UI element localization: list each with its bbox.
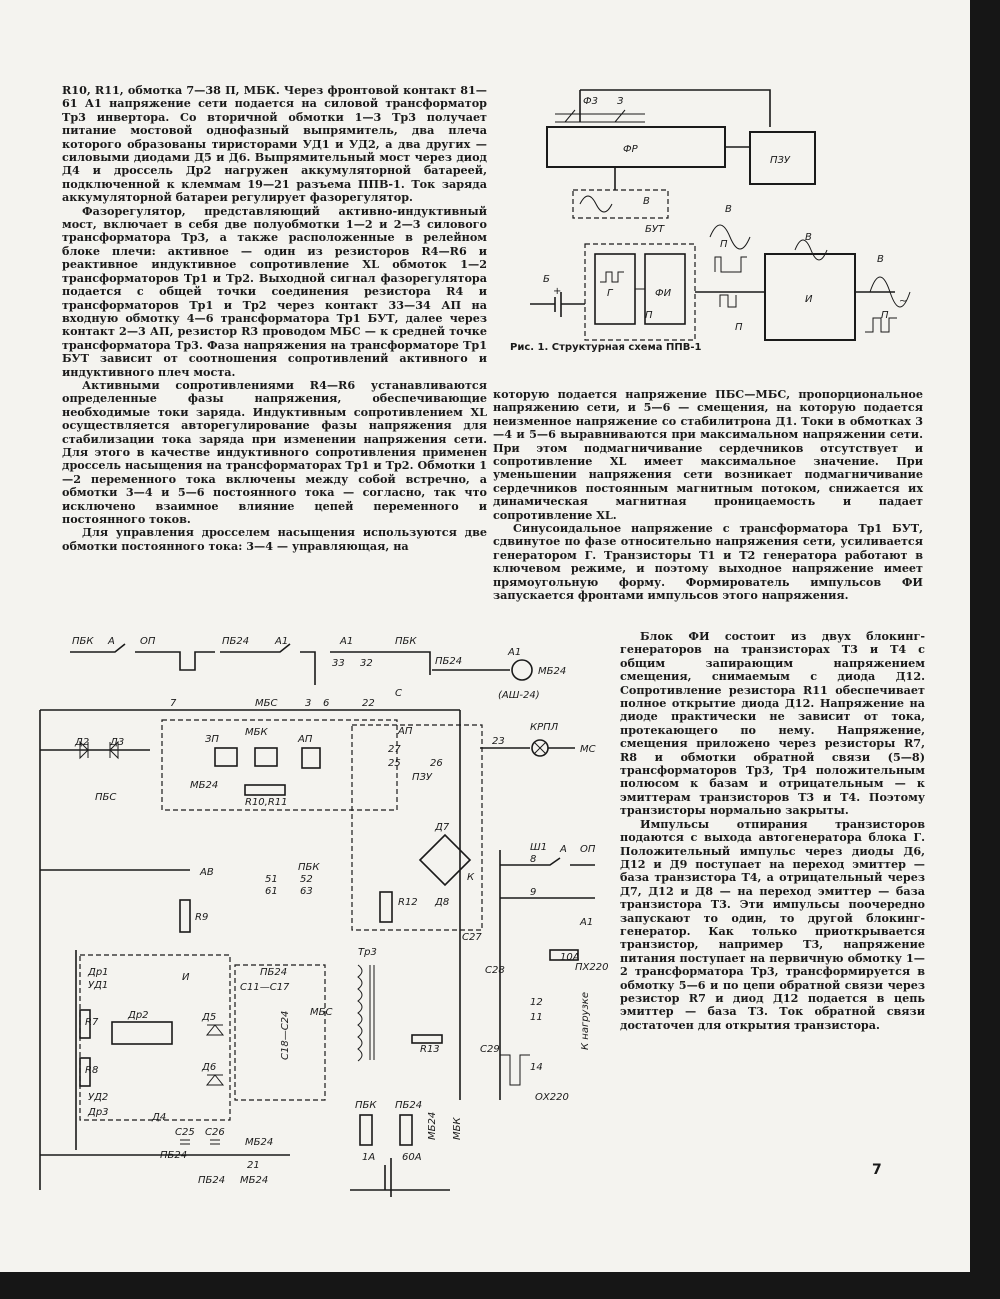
scan-edge-right [970, 0, 1000, 1299]
page-number: 7 [872, 1162, 882, 1178]
label-n12: 12 [530, 997, 543, 1008]
label-pb24b: ПБ24 [435, 656, 463, 667]
label-tilde: ~ [899, 296, 908, 307]
label-d6: Д6 [202, 1062, 217, 1073]
label-pbk: ПБК [72, 636, 94, 647]
label-n63: 63 [300, 886, 313, 897]
label-mb24: МБ24 [538, 666, 567, 677]
label-ud2: УД2 [88, 1092, 109, 1103]
label-i: И [805, 294, 813, 305]
resistor-r9 [180, 900, 190, 932]
label-a1c: А1 [508, 647, 522, 658]
figure2-circuit-schematic [40, 630, 609, 1270]
label-pbk2: ПБК [395, 636, 417, 647]
label-but: БУТ [645, 224, 665, 235]
paragraph: Блок ФИ состоит из двух блокинг-генераторов на транзисторах Т3 и Т4 с общим запирающим напряжением смещения, снимаемым с диода Д12. Сопротивление резистора R11 обеспечивает полное открытие диода Д12. Напряжение на диоде практически не зависит от тока, протекающего по нему. Напряжение, смещения приложено через резисторы R7, R8 и обмотки обратной связи (5—8) трансформаторов Тр3, Тр4 положительным полюсом к базам и отрицательным — к эмиттерам транзисторов Т3 и Т4. Поэтому транзисторы нормально закрыты. [620, 629, 925, 818]
label-av: АВ [200, 867, 214, 878]
label-g: Г [607, 288, 613, 299]
label-mbk: МБК [245, 727, 268, 738]
label-n27: 27 [388, 744, 401, 755]
label-ms: МС [580, 744, 596, 755]
label-n6: 6 [323, 698, 330, 709]
label-n33: 33 [332, 658, 345, 669]
label-n11: 11 [530, 1012, 543, 1023]
label-c24: С18—С24 [280, 1010, 291, 1060]
paragraph: Синусоидальное напряжение с трансформатора Тр1 БУТ, сдвинутое по фазе относительно напряжения сети, усиливается генератором Г. Транзисторы Т1 и Т2 генератора работают в ключевом режиме, и поэтому выходное напряжение имеет прямоугольную форму. Формирователь импульсов ФИ запускается фронтами импульсов этого напряжения. [493, 521, 923, 603]
label-r13: R13 [420, 1044, 440, 1055]
label-r9: R9 [195, 912, 209, 923]
label-n25: 25 [388, 758, 401, 769]
label-c27: C27 [462, 932, 482, 943]
diode-bridge-d7 [420, 835, 470, 885]
label-f3: Ф3 [583, 96, 598, 107]
left-text-column [62, 84, 487, 553]
label-ox220: ОХ220 [535, 1092, 569, 1103]
label-d2: Д2 [75, 737, 90, 748]
label-mb24e: МБ24 [427, 1111, 438, 1140]
label-sh1: Ш1 [530, 842, 548, 853]
label-mbk2: МБК [452, 1117, 463, 1140]
label-p4: П [735, 322, 743, 333]
label-pzu: ПЗУ [412, 772, 433, 783]
right-text-column-top [493, 388, 923, 603]
lamp-a1 [512, 660, 532, 680]
label-a1b: А1 [340, 636, 354, 647]
label-n51: 51 [265, 874, 278, 885]
label-v1: В [643, 196, 650, 207]
label-c28: C28 [485, 965, 505, 976]
label-a: А [108, 636, 115, 647]
label-d3: Д3 [110, 737, 125, 748]
label-r1: 10А [560, 952, 580, 963]
label-pb24d: ПБ24 [160, 1150, 188, 1161]
label-mb24c: МБ24 [245, 1137, 274, 1148]
block-g [595, 254, 635, 324]
label-fi: ФИ [655, 288, 672, 299]
paragraph: которую подается напряжение ПБС—МБС, пропорциональное напряжению сети, и 5—6 — смещения, на которую подается неизменное напряжение со стабилитрона Д1. Токи в обмотках 3—4 и 5—6 выравниваются при максимальном напряжении сети. При этом подмагничивание сердечников отсутствует и сопротивление XL имеет максимальное значение. При уменьшении напряжения сети возникает подмагничивание сердечников постоянным магнитным потоком, снижается их динамическая магнитная проницаемость и падает сопротивление XL. [493, 387, 923, 522]
label-d7: Д7 [435, 822, 450, 833]
label-p1: П [645, 310, 653, 321]
label-fr: ФР [623, 144, 638, 155]
label-c29: С29 [480, 1044, 500, 1055]
label-r7: R7 [85, 1017, 99, 1028]
label-kplya: КРПЛ [530, 722, 559, 733]
label-f60a: 60А [402, 1152, 422, 1163]
right-text-column-bottom [620, 630, 925, 1032]
label-n9: 9 [530, 887, 537, 898]
label-pbk3: ПБК [298, 862, 320, 873]
block-g-fi-group [585, 244, 695, 340]
label-mb24d: МБ24 [240, 1175, 269, 1186]
label-op2: ОП [580, 844, 596, 855]
resistor-r13 [412, 1035, 442, 1043]
label-pb24e: ПБ24 [198, 1175, 226, 1186]
label-lamp-type: (АШ-24) [498, 690, 540, 701]
label-c25: С25 [175, 1127, 195, 1138]
label-n52: 52 [300, 874, 313, 885]
fuse-1a [360, 1115, 372, 1145]
label-v4: В [877, 254, 884, 265]
label-r8: R8 [85, 1065, 99, 1076]
label-r10r11: R10,R11 [245, 797, 288, 808]
label-plus: + [553, 286, 562, 297]
label-load: К нагрузке [580, 992, 591, 1050]
label-tr3: Тр3 [358, 947, 377, 958]
paragraph: Для управления дросселем насыщения используются две обмотки постоянного тока: 3—4 — управляющая, на [62, 525, 487, 553]
label-mbs: МБС [255, 698, 278, 709]
label-k: К [467, 872, 475, 883]
label-pb24c: ПБ24 [260, 967, 288, 978]
label-b: Б [543, 274, 550, 285]
label-v3: В [805, 232, 812, 243]
label-pb24: ПБ24 [222, 636, 250, 647]
relay-coil-zp [215, 748, 237, 766]
choke-dr2 [112, 1022, 172, 1044]
paragraph: R10, R11, обмотка 7—38 П, МБК. Через фронтовой контакт 81—61 А1 напряжение сети подается на силовой трансформатор Тр3 инвертора. Со вторичной обмотки 1—3 Тр3 получает питание мостовой однофазный выпрямитель, два плеча которого образованы тиристорами УД1 и УД2, а два других — силовыми диодами Д5 и Д6. Выпрямительный мост через диод Д4 и дроссель Др2 нагружен аккумуляторной батареей, подключенной к клеммам 19—21 разъема ППВ-1. Ток заряда аккумуляторной батареи регулирует фазорегулятор. [62, 83, 487, 205]
label-a1: А1 [275, 636, 289, 647]
label-n26: 26 [430, 758, 443, 769]
label-pbs: ПБС [95, 792, 117, 803]
label-n7: 7 [170, 698, 177, 709]
paragraph: Активными сопротивлениями R4—R6 устанавливаются определенные фазы напряжения, обеспечивающие необходимые токи заряда. Индуктивным сопротивлением XL осуществляется авторегулирование фазы напряжения для стабилизации тока заряда при изменении напряжения сети. Для этого в качестве индуктивного сопротивления применен дроссель насыщения на трансформаторах Тр1 и Тр2. Обмотки 1—2 переменного тока включены между собой встречно, а обмотки 3—4 и 5—6 постоянного тока — согласно, так что исключено взаимное влияние цепей переменного и постоянного токов. [62, 377, 487, 526]
label-n14: 14 [530, 1062, 543, 1073]
label-d4: Д4 [152, 1112, 167, 1123]
scan-edge-bottom [0, 1272, 1000, 1299]
resistor-r10r11 [245, 785, 285, 795]
label-n21: 21 [247, 1160, 260, 1171]
label-dr3: Др3 [88, 1107, 109, 1118]
label-n23: 23 [492, 736, 505, 747]
label-s: С [395, 688, 402, 699]
label-p3: П [881, 310, 889, 321]
label-a-2: А [560, 844, 567, 855]
label-c17: С11—С17 [240, 982, 290, 993]
label-n22: 22 [362, 698, 375, 709]
label-pzu: ПЗУ [770, 155, 791, 166]
label-pb24f: ПБ24 [395, 1100, 423, 1111]
magazine-page [40, 20, 970, 1270]
label-op: ОП [140, 636, 156, 647]
label-i: И [182, 972, 190, 983]
label-px220: ПХ220 [575, 962, 609, 973]
label-ap: АП [298, 734, 313, 745]
label-ap2: АП [398, 726, 413, 737]
relay-coil-ap [255, 748, 277, 766]
paragraph: Импульсы отпирания транзисторов подаются с выхода автогенератора блока Г. Положительный импульс через диоды Д6, Д12 и Д9 поступает на переход эмиттер — база транзистора Т4, а отрицательный через Д7, Д12 и Д8 — на переход эмиттер — база транзистора Т3. Эти импульсы поочередно запускают то один, то другой блокинг-генератор. Как только приоткрывается транзистор, например Т3, напряжение питания поступает на первичную обмотку 1—2 трансформатора Тр3, трансформируется в обмотку 5—6 и по цепи обратной связи через резистор R7 и диод Д12 подается в цепь эмиттер — база Т3. Ток обратной связи достаточен для открытия транзистора. [620, 816, 925, 1032]
resistor-r12 [380, 892, 392, 922]
label-a1d: А1 [580, 917, 594, 928]
label-n32: 32 [360, 658, 373, 669]
label-mbs2: МБС [310, 1007, 333, 1018]
label-f1a: 1А [362, 1152, 376, 1163]
figure1-caption: Рис. 1. Структурная схема ППВ-1 [510, 342, 702, 353]
label-p2: П [720, 239, 728, 250]
label-zp: ЗП [205, 734, 219, 745]
label-dr2: Др2 [128, 1010, 149, 1021]
label-d8: Д8 [435, 897, 450, 908]
label-c26: С26 [205, 1127, 225, 1138]
label-d5: Д5 [202, 1012, 217, 1023]
label-r12: R12 [398, 897, 418, 908]
block-but [573, 190, 668, 218]
label-n61: 61 [265, 886, 278, 897]
figure1-block-diagram [495, 82, 915, 340]
label-z: З [617, 96, 624, 107]
label-pbk4: ПБК [355, 1100, 377, 1111]
fuse-60a [400, 1115, 412, 1145]
label-n3: 3 [305, 698, 312, 709]
label-ud1: УД1 [88, 980, 109, 991]
relay-coil-p [302, 748, 320, 768]
label-dr1: Др1 [88, 967, 109, 978]
label-n8: 8 [530, 854, 537, 865]
paragraph: Фазорегулятор, представляющий активно-индуктивный мост, включает в себя две полуобмотки 1—2 и 2—3 силового трансформатора Тр3, а также расположенные в релейном блоке плечи: активное — один из резисторов R4—R6 и реактивное индуктивное сопротивление XL обмоток 1—2 трансформаторов Тр1 и Тр2. Выходной сигнал фазорегулятора подается с общей точки соединения резистора R4 и трансформаторов Тр1 и Тр2 через контакт 33—34 АП на входную обмотку 4—6 трансформатора Тр1 БУТ, далее через контакт 2—3 АП, резистор R3 проводом МБС — к средней точке трансформатора Тр3. Фаза напряжения на трансформаторе Тр1 БУТ зависит от соотношения сопротивлений активного и индуктивного плеч моста. [62, 203, 487, 379]
label-v2: В [725, 204, 732, 215]
label-mb24b: МБ24 [190, 780, 219, 791]
